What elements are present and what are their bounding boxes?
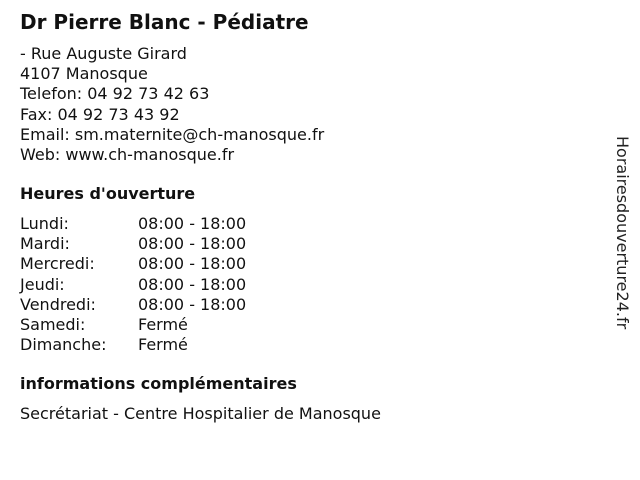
time-value: 08:00 - 18:00 xyxy=(138,254,247,274)
day-label: Samedi: xyxy=(20,314,86,334)
info-heading: informations complémentaires xyxy=(20,374,297,393)
contact-block xyxy=(20,44,324,165)
day-label: Mardi: xyxy=(20,234,70,254)
day-label: Lundi: xyxy=(20,214,69,233)
hours-heading: Heures d'ouverture xyxy=(20,184,196,203)
site-watermark: Horairesdouverture24.fr xyxy=(613,136,632,330)
day-label: Jeudi: xyxy=(20,274,65,294)
day-label: Mercredi: xyxy=(20,254,95,274)
email-line: Email: sm.maternite@ch-manosque.fr xyxy=(20,124,325,144)
time-value: 08:00 - 18:00 xyxy=(138,294,247,314)
time-value: Fermé xyxy=(138,314,188,334)
time-value: 08:00 - 18:00 xyxy=(138,234,247,254)
fax-line: Fax: 04 92 73 43 92 xyxy=(20,104,180,124)
phone-line: Telefon: 04 92 73 42 63 xyxy=(20,84,210,104)
web-line: Web: www.ch-manosque.fr xyxy=(20,145,235,165)
time-value: 08:00 - 18:00 xyxy=(138,274,247,294)
city-line: 4107 Manosque xyxy=(20,64,148,84)
day-label: Vendredi: xyxy=(20,294,96,314)
time-value: Fermé xyxy=(138,335,188,355)
day-label: Dimanche: xyxy=(20,335,107,355)
time-value: 08:00 - 18:00 xyxy=(138,214,247,233)
info-text: Secrétariat - Centre Hospitalier de Manosque xyxy=(20,404,381,423)
street-address: - Rue Auguste Girard xyxy=(20,44,187,63)
page-title: Dr Pierre Blanc - Pédiatre xyxy=(20,10,309,34)
